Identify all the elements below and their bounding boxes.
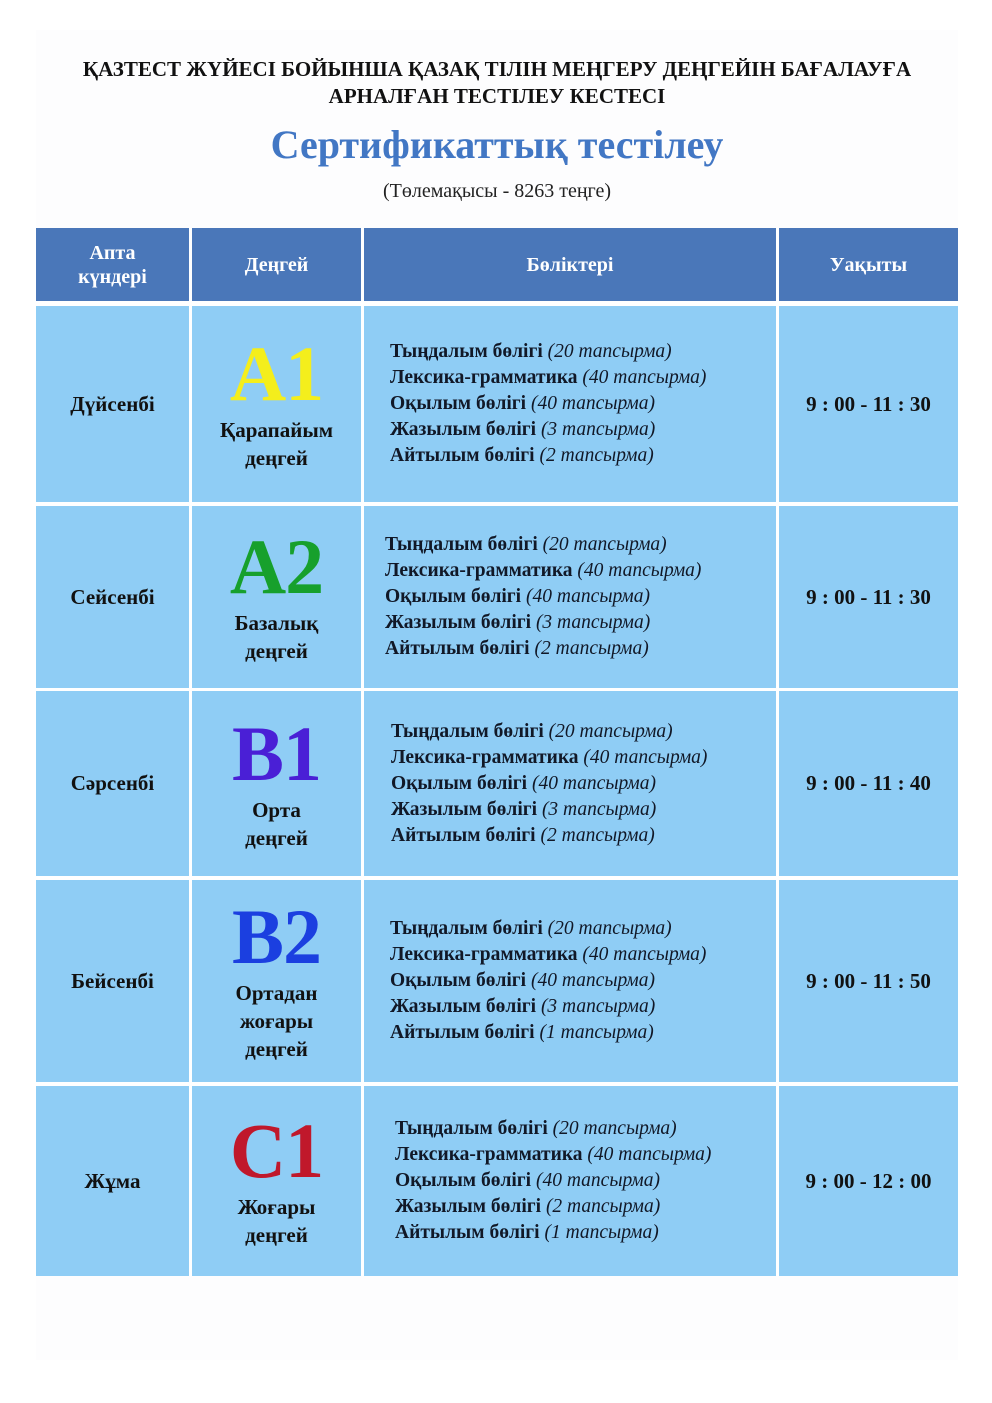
price-note: (Төлемақысы - 8263 теңге)	[382, 180, 612, 202]
row-3-time: 9 : 00 - 11 : 40	[806, 771, 931, 795]
header-cell-parts	[364, 228, 776, 301]
row-1-level-cell	[192, 306, 361, 502]
row-1-level-name	[220, 416, 333, 472]
row-2-day-cell	[36, 506, 189, 688]
row-5-level-name-line-1: Жоғары	[237, 1195, 316, 1219]
list-item: Тыңдалым бөлігі (20 тапсырма)	[391, 720, 673, 742]
document-title-line-2: АРНАЛҒАН ТЕСТІЛЕУ КЕСТЕСІ	[328, 84, 666, 108]
row-1-level-name-line-2: деңгей	[245, 446, 308, 470]
row-4-day-cell	[36, 880, 189, 1082]
row-4-level-name	[235, 979, 317, 1063]
list-item: Оқылым бөлігі (40 тапсырма)	[391, 772, 656, 794]
row-4-time: 9 : 00 - 11 : 50	[806, 968, 931, 993]
list-item: Тыңдалым бөлігі (20 тапсырма)	[385, 534, 667, 555]
row-5-level-name	[238, 1193, 316, 1249]
list-item: Лексика-грамматика (40 тапсырма)	[395, 1144, 712, 1165]
row-4-parts-cell	[364, 880, 776, 1082]
row-1-parts-cell	[364, 306, 776, 502]
list-item: Айтылым бөлігі (2 тапсырма)	[391, 824, 655, 846]
row-2-time: 9 : 00 - 11 : 30	[806, 584, 931, 609]
document-title-line-1: ҚАЗТЕСТ ЖҮЙЕСІ БОЙЫНША ҚАЗАҚ ТІЛІН МЕҢГЕРУ ДЕҢГЕЙІН БАҒАЛАУҒА	[82, 57, 912, 81]
list-item: Лексика-грамматика (40 тапсырма)	[385, 560, 702, 581]
row-2-level-name-line-2: деңгей	[245, 639, 308, 663]
document-title	[36, 56, 958, 110]
row-2-level-code: A2	[229, 523, 324, 610]
row-2-level-cell	[192, 506, 361, 688]
row-2-time-cell	[779, 506, 958, 688]
row-1-day: Дүйсенбі	[70, 391, 155, 416]
row-5-time: 9 : 00 - 12 : 00	[805, 1168, 932, 1193]
row-3-level-name-line-1: Орта	[252, 797, 301, 822]
list-item: Тыңдалым бөлігі (20 тапсырма)	[390, 918, 672, 939]
row-1-day-cell	[36, 306, 189, 502]
list-item: Оқылым бөлігі (40 тапсырма)	[395, 1170, 660, 1191]
row-3-day-cell	[36, 691, 189, 876]
row-4-time-cell	[779, 880, 958, 1082]
row-4-level-name-line-3: деңгей	[245, 1037, 308, 1061]
list-item: Оқылым бөлігі (40 тапсырма)	[390, 970, 655, 991]
header-cell-time	[779, 228, 958, 301]
row-3-level-name-line-2: деңгей	[245, 825, 308, 850]
row-3-level-code: B1	[231, 709, 322, 797]
list-item: Оқылым бөлігі (40 тапсырма)	[390, 393, 655, 414]
row-2-day: Сейсенбі	[70, 584, 155, 609]
row-2-parts-cell	[364, 506, 776, 688]
header-day-line-1: Апта	[89, 241, 136, 264]
row-5-day: Жұма	[84, 1168, 141, 1193]
list-item: Жазылым бөлігі (3 тапсырма)	[385, 612, 651, 633]
row-1-parts-list	[390, 339, 706, 469]
list-item: Айтылым бөлігі (2 тапсырма)	[390, 445, 654, 466]
list-item: Тыңдалым бөлігі (20 тапсырма)	[395, 1118, 677, 1139]
list-item: Тыңдалым бөлігі (20 тапсырма)	[390, 341, 672, 362]
list-item: Жазылым бөлігі (3 тапсырма)	[391, 798, 657, 820]
row-3-level-name	[245, 796, 308, 852]
row-1-time-cell	[779, 306, 958, 502]
header-day-line-2: күндері	[78, 265, 147, 288]
list-item: Айтылым бөлігі (1 тапсырма)	[395, 1222, 659, 1243]
header-level-label: Деңгей	[244, 253, 309, 276]
row-3-parts-cell	[364, 691, 776, 876]
list-item: Айтылым бөлігі (1 тапсырма)	[390, 1022, 654, 1043]
row-3-time-cell	[779, 691, 958, 876]
header-cell-day	[36, 228, 189, 301]
row-5-parts-list	[395, 1116, 711, 1246]
row-4-level-cell	[192, 880, 361, 1082]
row-4-level-name-line-2: жоғары	[239, 1009, 314, 1033]
row-2-parts-list	[385, 532, 701, 662]
list-item: Жазылым бөлігі (3 тапсырма)	[390, 419, 656, 440]
row-5-time-cell	[779, 1086, 958, 1276]
list-item: Лексика-грамматика (40 тапсырма)	[390, 367, 707, 388]
document-subtitle: Сертификаттық тестілеу	[270, 122, 724, 167]
list-item: Оқылым бөлігі (40 тапсырма)	[385, 586, 650, 607]
row-2-level-name-line-1: Базалық	[234, 611, 319, 635]
row-4-level-name-line-1: Ортадан	[235, 981, 318, 1005]
row-1-level-code: A1	[229, 330, 324, 417]
list-item: Жазылым бөлігі (3 тапсырма)	[390, 996, 656, 1017]
row-1-time: 9 : 00 - 11 : 30	[806, 391, 931, 416]
row-5-day-cell	[36, 1086, 189, 1276]
row-5-level-code: C1	[229, 1107, 324, 1194]
row-4-parts-list	[390, 916, 706, 1046]
header-time-label: Уақыты	[829, 253, 908, 276]
row-3-parts-list	[391, 719, 707, 849]
header-parts-label: Бөліктері	[526, 253, 614, 276]
row-3-day: Сәрсенбі	[70, 771, 155, 795]
header-cell-level	[192, 228, 361, 301]
row-4-level-code: B2	[231, 893, 322, 980]
schedule-table	[36, 228, 958, 1276]
list-item: Айтылым бөлігі (2 тапсырма)	[385, 638, 649, 659]
list-item: Лексика-грамматика (40 тапсырма)	[391, 746, 708, 768]
row-5-parts-cell	[364, 1086, 776, 1276]
row-5-level-name-line-2: деңгей	[245, 1223, 308, 1247]
row-1-level-name-line-1: Қарапайым	[219, 418, 334, 442]
list-item: Жазылым бөлігі (2 тапсырма)	[395, 1196, 661, 1217]
row-2-level-name	[235, 609, 319, 665]
row-5-level-cell	[192, 1086, 361, 1276]
list-item: Лексика-грамматика (40 тапсырма)	[390, 944, 707, 965]
row-3-level-cell	[192, 691, 361, 876]
row-4-day: Бейсенбі	[71, 968, 154, 993]
